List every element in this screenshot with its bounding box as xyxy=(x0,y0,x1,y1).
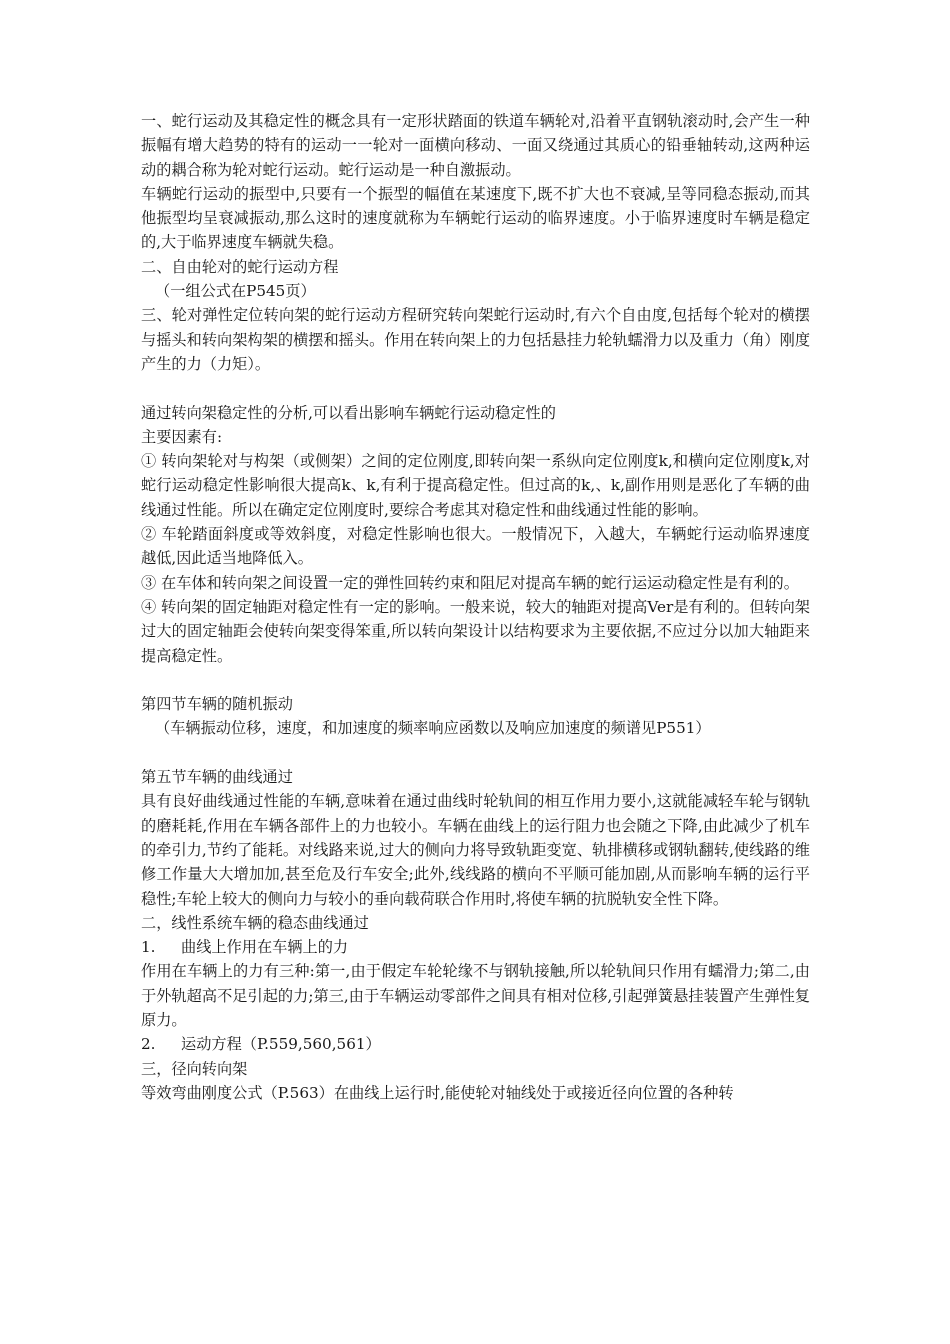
paragraph-elastic-bogie-equation: 三、轮对弹性定位转向架的蛇行运动方程研究转向架蛇行运动时,有六个自由度,包括每个轮对的横摆与摇头和转向架构架的横摆和摇头。作用在转向架上的力包括悬挂力轮轨蠕滑力以及重力（角）刚度产生的力（力矩）。 xyxy=(141,306,810,373)
factor-item-3: ③ 在车体和转向架之间设置一定的弹性回转约束和阻尼对提高车辆的蛇行运运动稳定性是有利的。 xyxy=(141,573,799,592)
paragraph-radial-bogie: 等效弯曲刚度公式（P.563）在曲线上运行时,能使轮对轴线处于或接近径向位置的各种转 xyxy=(141,1083,734,1102)
paragraph-forces: 作用在车辆上的力有三种:第一,由于假定车轮轮缘不与钢轨接触,所以轮轨间只作用有蠕滑力;第二,由于外轨超高不足引起的力;第三,由于车辆运动零部件之间具有相对位移,引起弹簧悬挂装置产生弹性复原力。 xyxy=(141,962,810,1029)
paragraph-factors-label: 主要因素有: xyxy=(141,427,223,446)
list-number: 2. xyxy=(141,1035,156,1054)
paragraph-snake-motion-concept: 一、蛇行运动及其稳定性的概念具有一定形状踏面的铁道车辆轮对,沿着平直钢轨滚动时,会产生一种振幅有增大趋势的特有的运动一一轮对一面横向移动、一面又绕通过其质心的铅垂轴转动,这两种运动的耦合称为轮对蛇行运动。蛇行运动是一种自激振动。 xyxy=(141,112,810,179)
list-item-text: 曲线上作用在车辆上的力 xyxy=(181,938,349,957)
paragraph-curve-negotiation: 具有良好曲线通过性能的车辆,意味着在通过曲线时轮轨间的相互作用力要小,这就能减轻车轮与钢轨的磨耗耗,作用在车辆各部件上的力也较小。车辆在曲线上的运行阻力也会随之下降,由此减少了机车的牵引力,节约了能耗。对线路来说,过大的侧向力将导致轨距变宽、轨排横移或钢轨翻转,使线路的维修工作量大大增加加,甚至危及行车安全;此外,线线路的横向不平顺可能加剧,从而影响车辆的运行平稳性;车轮上较大的侧向力与较小的垂向载荷联合作用时,将使车辆的抗脱轨安全性下降。 xyxy=(141,792,810,908)
note-formula-page: （一组公式在P545页） xyxy=(155,282,316,301)
heading-steady-curve: 二，线性系统车辆的稳态曲线通过 xyxy=(141,913,369,932)
blank-line xyxy=(141,668,810,692)
list-number: 1. xyxy=(141,938,156,957)
list-item-forces xyxy=(141,935,810,959)
blank-line xyxy=(141,741,810,765)
factor-item-1: ① 转向架轮对与构架（或侧架）之间的定位刚度,即转向架一系纵向定位刚度k,和横向定位刚度k,对蛇行运动稳定性影响很大提高k、k,有利于提高稳定性。但过高的k,、k,副作用则是恶化了车辆的曲线通过性能。所以在确定定位刚度时,要综合考虑其对稳定性和曲线通过性能的影响。 xyxy=(141,452,810,519)
heading-free-wheelset-equation: 二、自由轮对的蛇行运动方程 xyxy=(141,257,339,276)
heading-radial-bogie: 三，径向转向架 xyxy=(141,1059,248,1078)
factor-item-4: ④ 转向架的固定轴距对稳定性有一定的影响。一般来说，较大的轴距对提高Ver是有利的。但转向架过大的固定轴距会使转向架变得笨重,所以转向架设计以结构要求为主要依据,不应过分以加大轴距来提高稳定性。 xyxy=(141,597,810,665)
paragraph-factors-intro: 通过转向架稳定性的分析,可以看出影响车辆蛇行运动稳定性的 xyxy=(141,403,556,422)
heading-curve-negotiation: 第五节车辆的曲线通过 xyxy=(141,768,293,787)
heading-random-vibration: 第四节车辆的随机振动 xyxy=(141,695,293,714)
blank-line xyxy=(141,376,810,400)
list-item-text: 运动方程（P.559,560,561） xyxy=(181,1035,381,1054)
list-item-equations xyxy=(141,1032,810,1056)
note-random-vibration: （车辆振动位移，速度，和加速度的频率响应函数以及响应加速度的频谱见P551） xyxy=(155,719,711,738)
factor-item-2: ② 车轮踏面斜度或等效斜度，对稳定性影响也很大。一般情况下，入越大，车辆蛇行运动临界速度越低,因此适当地降低入。 xyxy=(141,525,810,568)
paragraph-critical-speed: 车辆蛇行运动的振型中,只要有一个振型的幅值在某速度下,既不扩大也不衰减,呈等同稳态振动,而其他振型均呈衰减振动,那么这时的速度就称为车辆蛇行运动的临界速度。小于临界速度时车辆是稳定的,大于临界速度车辆就失稳。 xyxy=(141,184,810,252)
document-body xyxy=(141,109,810,1105)
